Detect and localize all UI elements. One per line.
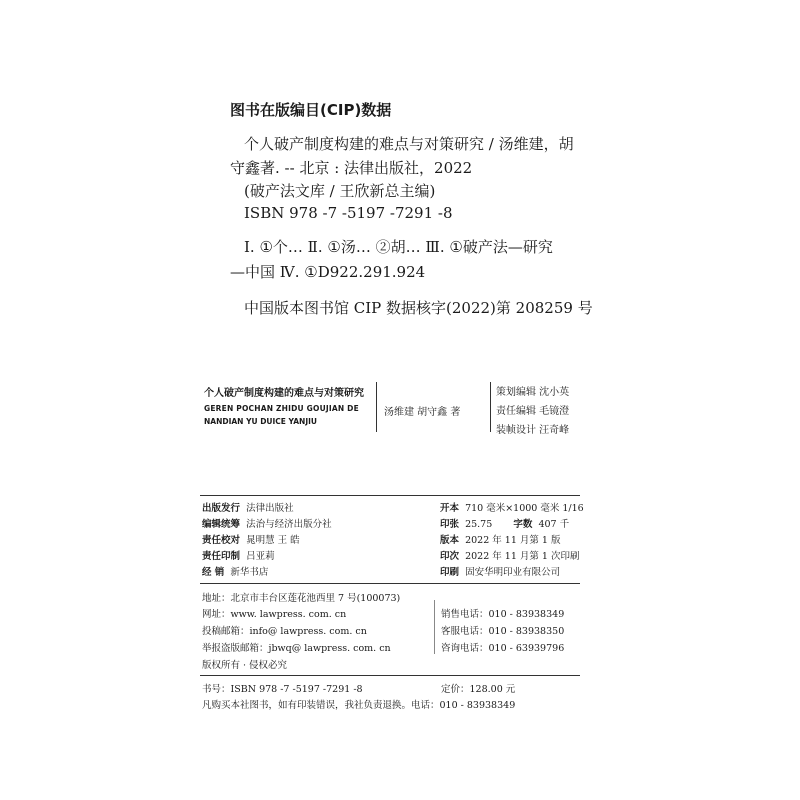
- pub-editorial: 编辑统筹 法治与经济出版分社: [202, 519, 332, 530]
- credit-divider-1: [376, 382, 377, 432]
- contact-inquiry-phone: 咨询电话：010 - 63939796: [441, 643, 565, 654]
- cip-series-line: (破产法文库 / 王欣新总主编): [244, 182, 436, 200]
- pub-sheets-words: 印张 25.75 字数 407 千: [440, 519, 570, 530]
- cip-classification-line: Ⅰ. ①个… Ⅱ. ①汤… ②胡… Ⅲ. ①破产法—研究: [244, 238, 553, 256]
- contact-service-phone: 客服电话：010 - 83938350: [441, 626, 565, 637]
- pub-printer: 印刷 固安华明印业有限公司: [440, 567, 561, 578]
- rule-middle: [200, 583, 580, 584]
- contact-report-email: 举报盗版邮箱：jbwq@ lawpress. com. cn: [202, 643, 391, 654]
- contact-address: 地址：北京市丰台区莲花池西里 7 号(100073): [202, 593, 401, 604]
- contact-divider: [434, 600, 435, 654]
- contact-rights: 版权所有 · 侵权必究: [202, 660, 288, 671]
- rule-bottom: [200, 675, 580, 676]
- book-title-cn: 个人破产制度构建的难点与对策研究: [204, 388, 364, 399]
- credit-divider-2: [490, 382, 491, 432]
- book-title-pinyin-2: NANDIAN YU DUICE YANJIU: [204, 417, 318, 426]
- footer-notice: 凡购买本社图书，如有印装错误，我社负责退换。电话：010 - 83938349: [202, 700, 516, 711]
- cip-title-line: 个人破产制度构建的难点与对策研究 / 汤维建，胡: [244, 135, 574, 153]
- pub-printing-supervisor: 责任印制 吕亚莉: [202, 551, 275, 562]
- cip-classification-line-2: —中国 Ⅳ. ①D922.291.924: [230, 263, 426, 281]
- pub-edition: 版本 2022 年 11 月第 1 版: [440, 535, 561, 546]
- rule-top: [200, 495, 580, 496]
- footer-isbn: 书号：ISBN 978 -7 -5197 -7291 -8: [202, 684, 363, 695]
- pub-format: 开本 710 毫米×1000 毫米 1/16: [440, 503, 584, 514]
- editor-planning: 策划编辑 沈小英: [496, 387, 570, 398]
- pub-impression: 印次 2022 年 11 月第 1 次印刷: [440, 551, 580, 562]
- contact-website: 网址：www. lawpress. com. cn: [202, 609, 347, 620]
- book-authors: 汤维建 胡守鑫 著: [384, 407, 461, 418]
- cip-heading: 图书在版编目(CIP)数据: [230, 101, 392, 119]
- cip-author-line: 守鑫著. -- 北京 : 法律出版社，2022: [230, 159, 473, 177]
- editor-responsible: 责任编辑 毛镜澄: [496, 406, 570, 417]
- cip-isbn-line: ISBN 978 -7 -5197 -7291 -8: [244, 204, 453, 222]
- pub-distributor: 经 销 新华书店: [202, 567, 269, 578]
- book-title-pinyin: GEREN POCHAN ZHIDU GOUJIAN DE: [204, 404, 359, 413]
- pub-proofreader: 责任校对 晁明慧 王 皓: [202, 535, 300, 546]
- editor-design: 装帧设计 汪奇峰: [496, 425, 570, 436]
- contact-sales-phone: 销售电话：010 - 83938349: [441, 609, 565, 620]
- footer-price: 定价：128.00 元: [441, 684, 516, 695]
- cip-record-number: 中国版本图书馆 CIP 数据核字(2022)第 208259 号: [244, 299, 593, 317]
- pub-publisher: 出版发行 法律出版社: [202, 503, 294, 514]
- editor-list: [496, 383, 569, 440]
- contact-submit-email: 投稿邮箱：info@ lawpress. com. cn: [202, 626, 367, 637]
